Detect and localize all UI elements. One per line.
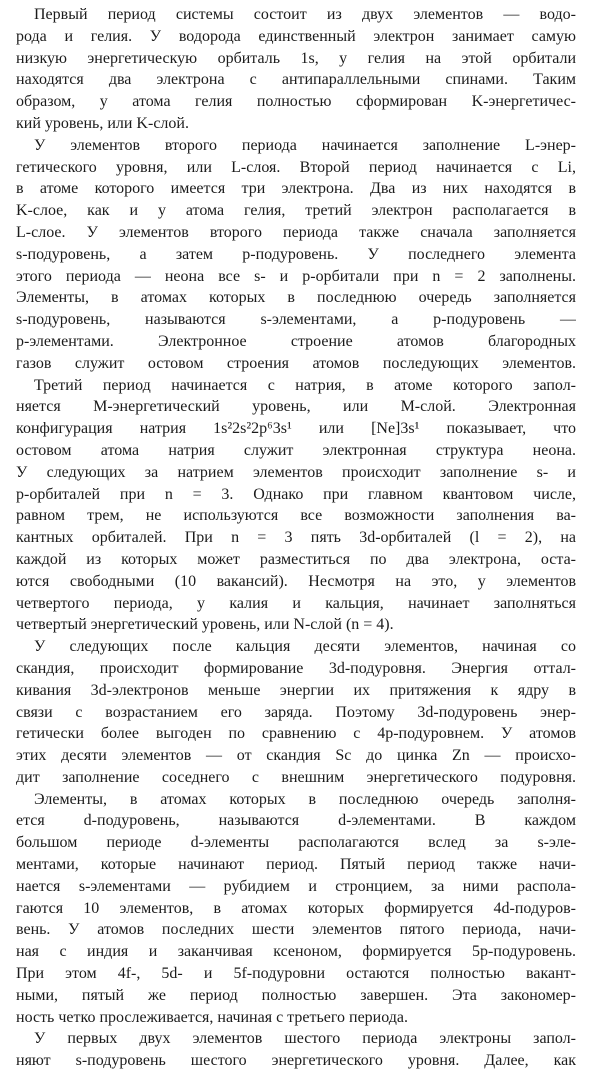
text-line: гетически более выгоден по сравнению с 4p-подуровнем. У атомов: [16, 725, 576, 743]
text-line: низкую энергетическую орбиталь 1s, у гелия на этой орбитали: [16, 49, 576, 67]
text-line: Элементы, в атомах которых в последнюю очередь заполняется: [16, 289, 576, 307]
text-line: рода и гелия. У водорода единственный электрон занимает самую: [16, 27, 576, 45]
text-line: няют s-подуровень шестого энергетического уровня. Далее, как: [16, 1052, 576, 1070]
text-line: кантных орбиталей. При n = 3 пять 3d-орбиталей (l = 2), на: [16, 529, 576, 547]
text-line: Элементы, в атомах которых в последнюю очередь заполня-: [34, 790, 576, 808]
text-line: конфигурация натрия 1s²2s²2p⁶3s¹ или [Ne]3s¹ показывает, что: [16, 420, 576, 438]
text-line: гетического уровня, или L-слоя. Второй период начинается с Li,: [16, 158, 576, 176]
text-line: p-орбиталей при n = 3. Однако при главном квантовом числе,: [16, 485, 576, 503]
text-line: У элементов второго периода начинается заполнение L-энер-: [34, 136, 576, 154]
text-line: няется M-энергетический уровень, или M-слой. Электронная: [16, 398, 576, 416]
text-line: кий уровень, или K-слой.: [16, 114, 189, 132]
text-line: ность четко прослеживается, начиная с третьего периода.: [16, 1008, 409, 1026]
text-line: У первых двух элементов шестого периода электроны запол-: [34, 1030, 576, 1048]
text-line: ная с индия и заканчивая ксеноном, формируется 5p-подуровень.: [16, 943, 576, 961]
text-line: четвертый энергетический уровень, или N-слой (n = 4).: [16, 616, 394, 634]
text-line: s-подуровень, а затем p-подуровень. У последнего элемента: [16, 245, 576, 263]
text-line: вень. У атомов последних шести элементов пятого периода, начи-: [16, 921, 576, 939]
text-line: большом периоде d-элементы располагаются вслед за s-эле-: [16, 834, 576, 852]
text-line: каждой из которых может разместиться по два электрона, оста-: [16, 550, 576, 568]
text-line: L-слое. У элементов второго периода также сначала заполняется: [16, 223, 576, 241]
text-line: У следующих за натрием элементов происходит заполнение s- и: [16, 463, 576, 481]
text-line: образом, у атома гелия полностью сформирован K-энергетичес-: [16, 93, 576, 111]
text-line: ментами, которые начинают период. Пятый период также начи-: [16, 856, 576, 874]
text-line: этого периода — неона все s- и p-орбитали при n = 2 заполнены.: [16, 267, 576, 285]
text-line: Третий период начинается с натрия, в атоме которого запол-: [34, 376, 576, 394]
text-line: находятся два электрона с антипараллельными спинами. Таким: [16, 71, 576, 89]
text-line: в атоме которого имеется три электрона. Два из них находятся в: [16, 180, 576, 198]
text-line: нается s-элементами — рубидием и стронцием, за ними распола-: [16, 877, 576, 895]
text-line: ется d-подуровень, называются d-элементами. В каждом: [16, 812, 576, 830]
text-line: этих десяти элементов — от скандия Sc до цинка Zn — происхо-: [16, 747, 576, 765]
text-line: четвертого периода, у калия и кальция, начинает заполняться: [16, 594, 576, 612]
text-line: K-слое, как и у атома гелия, третий электрон располагается в: [16, 202, 576, 220]
text-line: ются свободными (10 вакансий). Несмотря на это, у элементов: [16, 572, 576, 590]
text-line: гаются 10 элементов, в атомах которых формируется 4d-подуров-: [16, 899, 576, 917]
text-line: газов служит остовом строения атомов последующих элементов.: [16, 354, 576, 372]
text-line: p-элементами. Электронное строение атомов благородных: [16, 332, 576, 350]
document-page: [16, 4, 576, 1070]
text-line: У следующих после кальция десяти элементов, начиная со: [34, 638, 576, 656]
text-line: скандия, происходит формирование 3d-подуровня. Энергия оттал-: [16, 659, 576, 677]
text-line: Первый период системы состоит из двух элементов — водо-: [34, 6, 576, 23]
text-line: равном трем, не используются все возможности заполнения ва-: [16, 507, 576, 525]
text-line: При этом 4f-, 5d- и 5f-подуровни остаются полностью вакант-: [16, 965, 576, 983]
text-line: s-подуровень, называются s-элементами, а p-подуровень —: [16, 311, 576, 329]
text-line: остовом атома натрия служит электронная структура неона.: [16, 441, 576, 459]
text-line: связи с возрастанием его заряда. Поэтому 3d-подуровень энер-: [16, 703, 576, 721]
text-line: дит заполнение соседнего с внешним энергетического подуровня.: [16, 768, 576, 786]
text-line: кивания 3d-электронов меньше энергии их притяжения к ядру в: [16, 681, 576, 699]
text-line: ными, пятый же период полностью завершен. Эта закономер-: [16, 986, 576, 1004]
